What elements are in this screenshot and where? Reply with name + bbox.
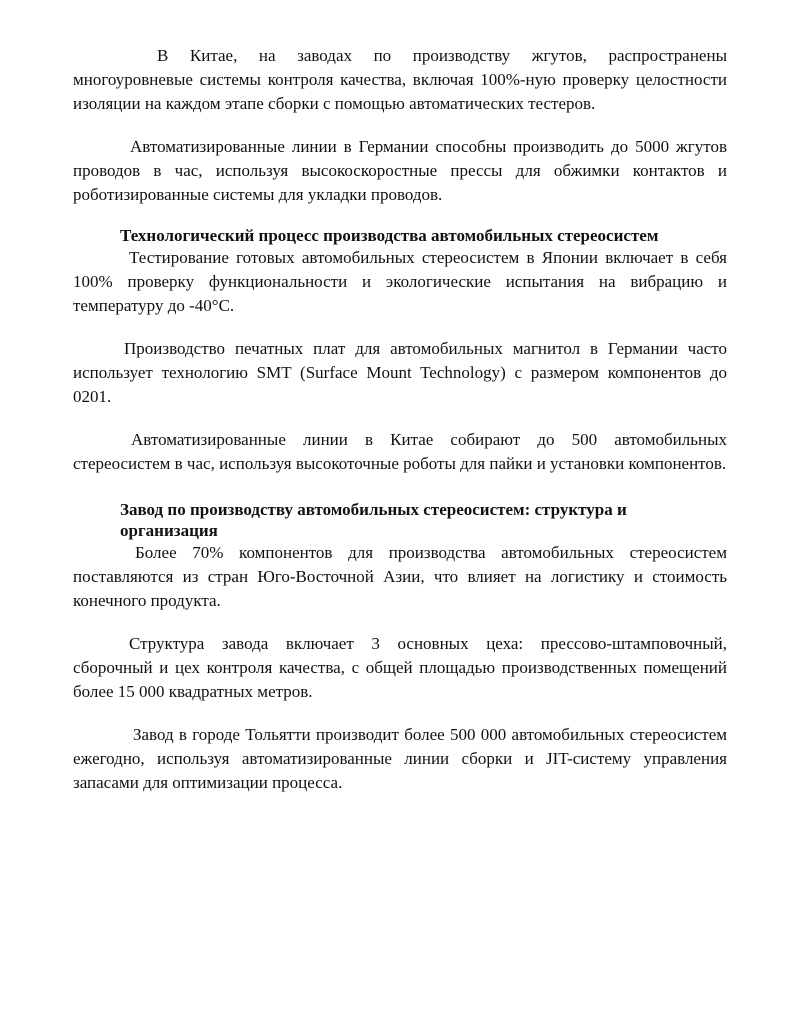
paragraph-togliatti-plant: Завод в городе Тольятти производит более 500 000 автомобильных стереосистем ежегодно, используя автоматизированные линии сборки и JIT-систему управления запасами для оптимизации процесса.: [73, 725, 727, 792]
paragraph-gap: [73, 476, 727, 499]
paragraph-plant-workshops: Структура завода включает 3 основных цеха: прессово-штамповочный, сборочный и цех контроля качества, с общей площадью производственных помещений более 15 000 квадратных метров.: [73, 634, 727, 701]
paragraph-gap: [73, 409, 727, 428]
paragraph-gap: [73, 613, 727, 632]
section-heading-plant-structure: Завод по производству автомобильных стереосистем: структура и организация: [120, 500, 627, 540]
paragraph-china-assembly-lines: Автоматизированные линии в Китае собирают до 500 автомобильных стереосистем в час, используя высокоточные роботы для пайки и установки компонентов.: [73, 430, 727, 473]
paragraph-china-harness-quality: В Китае, на заводах по производству жгутов, распространены многоуровневые системы контроля качества, включая 100%-ную проверку целостности изоляции на каждом этапе сборки с помощью автоматических тестеров.: [73, 46, 727, 113]
section-heading-stereo-process: Технологический процесс производства автомобильных стереосистем: [120, 226, 659, 245]
paragraph-germany-harness-lines: Автоматизированные линии в Германии способны производить до 5000 жгутов проводов в час, используя высокоскоростные прессы для обжимки контактов и роботизированные системы для укладки проводов.: [73, 137, 727, 204]
document-page: [73, 44, 727, 795]
paragraph-germany-pcb-smt: Производство печатных плат для автомобильных магнитол в Германии часто использует технологию SMT (Surface Mount Technology) с размером компонентов до 0201.: [73, 339, 727, 406]
paragraph-gap: [73, 207, 727, 225]
paragraph-japan-testing: Тестирование готовых автомобильных стереосистем в Японии включает в себя 100% проверку функциональности и экологические испытания на вибрацию и температуру до -40°C.: [73, 248, 727, 315]
paragraph-components-asia: Более 70% компонентов для производства автомобильных стереосистем поставляются из стран Юго-Восточной Азии, что влияет на логистику и стоимость конечного продукта.: [73, 543, 727, 610]
paragraph-gap: [73, 116, 727, 135]
paragraph-gap: [73, 704, 727, 723]
paragraph-gap: [73, 318, 727, 337]
